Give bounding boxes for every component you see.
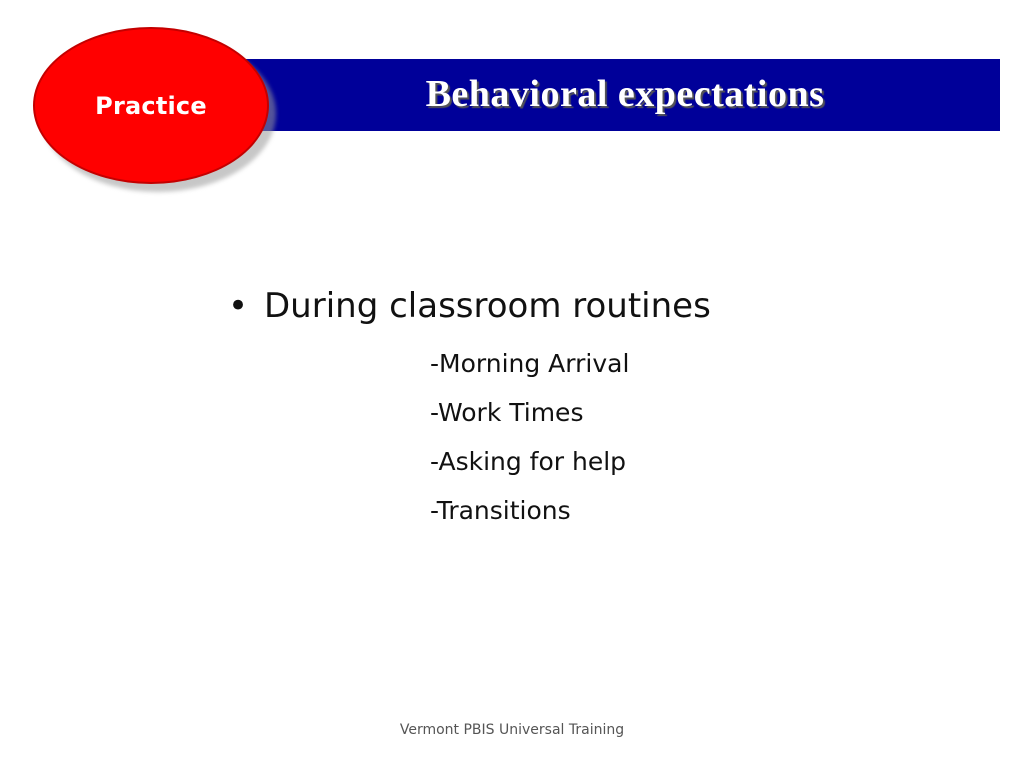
practice-badge [33, 27, 269, 184]
list-item: -Asking for help [430, 447, 627, 476]
list-item: -Transitions [430, 496, 571, 525]
main-bullet-text: During classroom routines [264, 286, 711, 326]
slide-title: Behavioral expectations [425, 73, 825, 115]
list-item: -Work Times [430, 398, 584, 427]
list-item: -Morning Arrival [430, 349, 630, 378]
routine-list [430, 345, 629, 541]
bullet-icon: • [228, 286, 249, 326]
main-bullet [228, 286, 711, 326]
footer-text: Vermont PBIS Universal Training [399, 722, 625, 738]
badge-label: Practice [95, 91, 207, 120]
